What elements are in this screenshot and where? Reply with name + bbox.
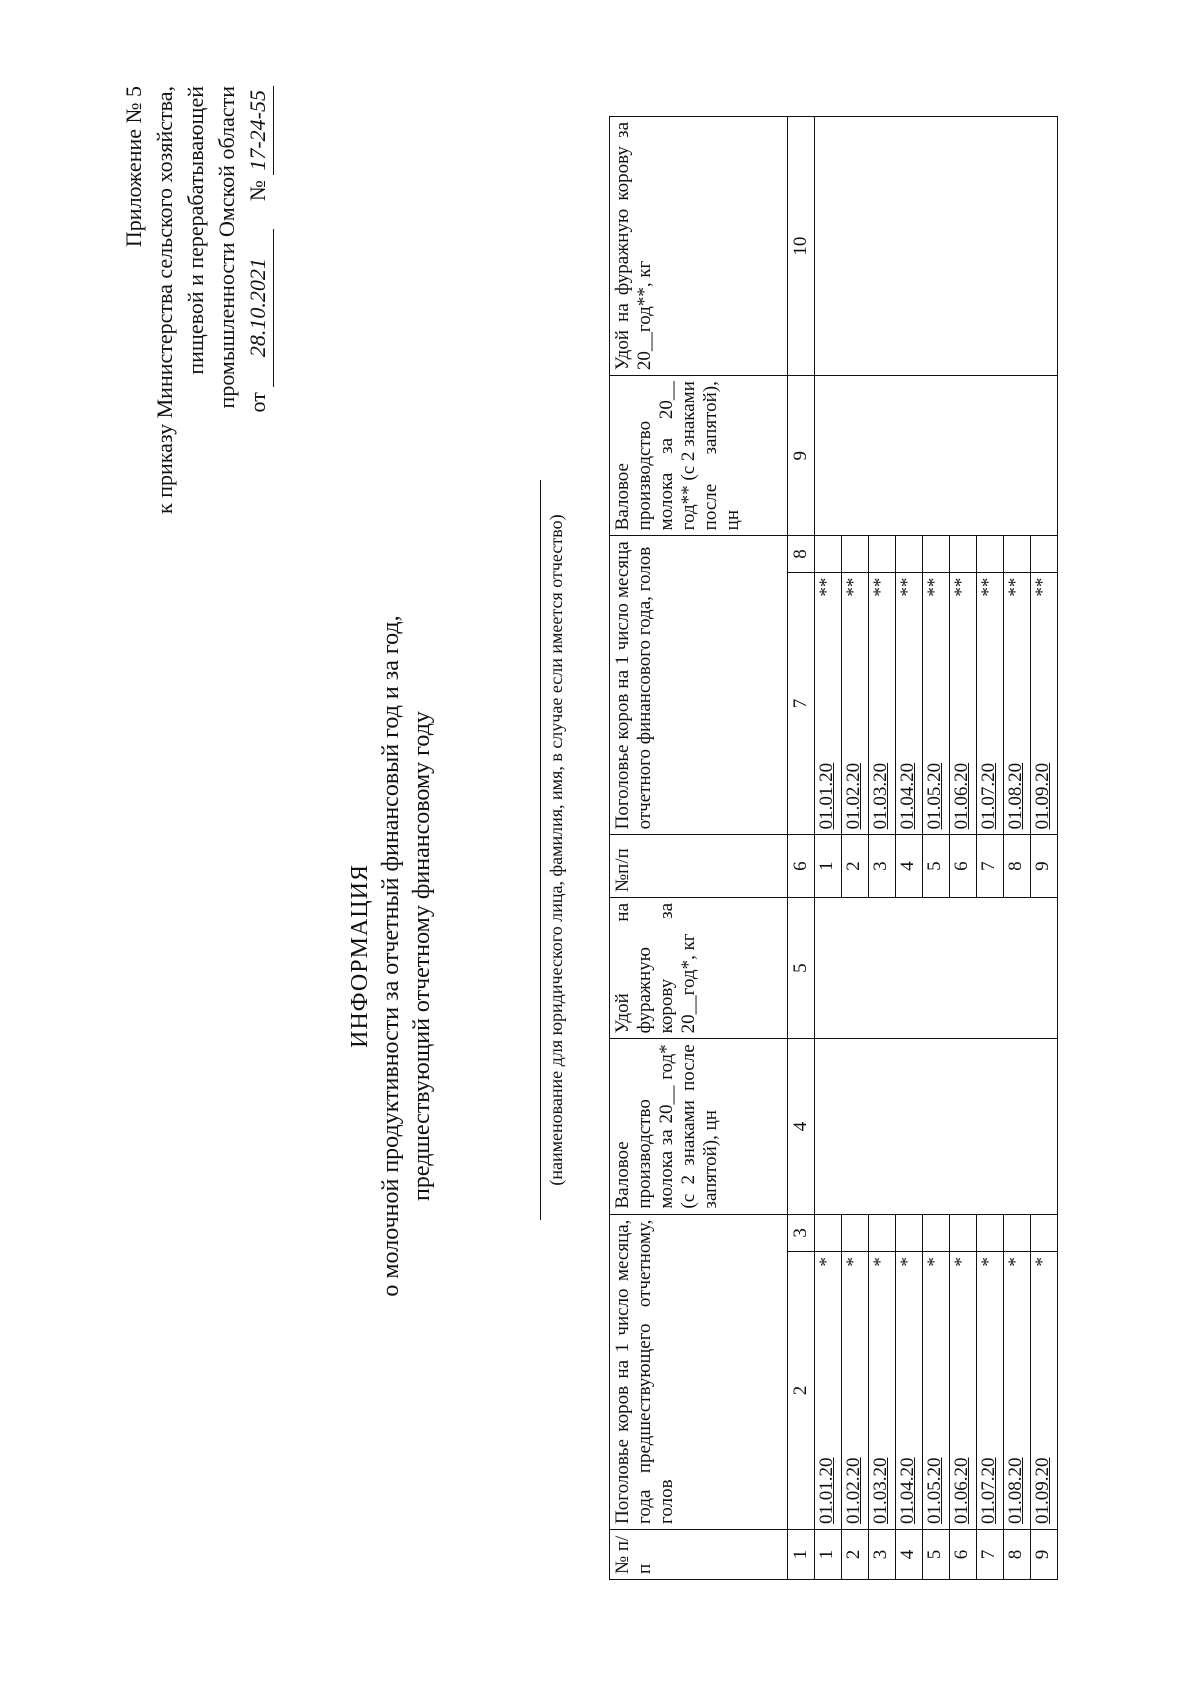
cur-year-date-cell: [815, 572, 842, 835]
prev-herd-value: [869, 1214, 896, 1252]
cur-year-date: 01.07.20: [978, 762, 999, 830]
col-number-2: 2: [788, 1252, 815, 1530]
cur-herd-value: [896, 536, 923, 572]
row-number-2: 3: [869, 835, 896, 898]
row-number: 3: [869, 1529, 896, 1579]
row-number: 8: [1004, 1529, 1031, 1579]
cur-year-mark: **: [951, 577, 972, 597]
col-number-10: 10: [788, 117, 815, 376]
prev-year-date-cell: [896, 1252, 923, 1530]
prev-year-date-cell: [950, 1252, 977, 1530]
col-number-7: 7: [788, 572, 815, 835]
header-cur-herd: Поголовье коров на 1 число месяца отчетного финансового года, голов: [610, 536, 788, 835]
prev-year-date: 01.04.20: [897, 1457, 918, 1524]
cur-year-mark: **: [1032, 577, 1053, 597]
prev-year-date-cell: [815, 1252, 842, 1530]
cur-year-date: 01.01.20: [816, 762, 837, 830]
cur-year-date: 01.05.20: [924, 762, 945, 830]
prev-year-date-cell: [977, 1252, 1004, 1530]
prev-year-mark: *: [816, 1257, 837, 1267]
prev-year-mark: *: [924, 1257, 945, 1267]
prev-year-mark: *: [978, 1257, 999, 1267]
prev-herd-value: [977, 1214, 1004, 1252]
header-cur-yield: Удой на фуражную корову за 20__год**, кг: [610, 117, 788, 376]
row-number-2: 7: [977, 835, 1004, 898]
col-number-9: 9: [788, 376, 815, 536]
cur-year-date-cell: [1031, 572, 1058, 835]
prev-year-date: 01.03.20: [870, 1457, 891, 1524]
cur-year-mark: **: [870, 577, 891, 597]
cur-herd-value: [1031, 536, 1058, 572]
header-cur-milk: Валовое производство молока за 20__ год** (с 2 знаками после запятой), цн: [610, 376, 788, 536]
prev-year-date-cell: [842, 1252, 869, 1530]
col-number-5: 5: [788, 897, 815, 1038]
row-number: 2: [842, 1529, 869, 1579]
appendix-header: [118, 86, 274, 606]
table-row: [815, 117, 842, 1580]
cur-year-mark: **: [924, 577, 945, 597]
cur-year-date-cell: [1004, 572, 1031, 835]
row-number: 1: [815, 1529, 842, 1579]
productivity-table: [609, 116, 1058, 1580]
cur-year-date-cell: [923, 572, 950, 835]
title-line-3: предшествующий отчетному финансовому году: [409, 711, 435, 1201]
prev-herd-value: [950, 1214, 977, 1252]
title-main: ИНФОРМАЦИЯ: [347, 864, 373, 1048]
cur-year-date-cell: [950, 572, 977, 835]
organization-name-caption: (наименование для юридического лица, фамилия, имя, в случае если имеется отчество): [546, 514, 566, 1186]
cur-herd-value: [1004, 536, 1031, 572]
col-number-8: 8: [788, 536, 815, 572]
cur-year-mark: **: [1005, 577, 1026, 597]
cur-yield-value: [815, 117, 1058, 376]
prev-year-mark: *: [897, 1257, 918, 1267]
row-number: 6: [950, 1529, 977, 1579]
cur-year-date: 01.02.20: [843, 762, 864, 830]
prev-herd-value: [1004, 1214, 1031, 1252]
header-no-2: №п/п: [610, 835, 788, 898]
prev-year-date: 01.09.20: [1032, 1457, 1053, 1524]
order-number: 17-24-55: [242, 86, 274, 175]
cur-year-date: 01.09.20: [1032, 762, 1053, 830]
row-number-2: 8: [1004, 835, 1031, 898]
cur-year-date-cell: [977, 572, 1004, 835]
prev-year-date-cell: [1031, 1252, 1058, 1530]
cur-herd-value: [869, 536, 896, 572]
order-date: 28.10.2021: [242, 229, 274, 387]
cur-year-mark: **: [816, 577, 837, 597]
header-row: [610, 117, 788, 1580]
prev-year-date: 01.02.20: [843, 1457, 864, 1524]
cur-herd-value: [815, 536, 842, 572]
cur-herd-value: [923, 536, 950, 572]
prev-herd-value: [815, 1214, 842, 1252]
prev-herd-value: [1031, 1214, 1058, 1252]
row-number-2: 5: [923, 835, 950, 898]
prev-yield-value: [815, 897, 1058, 1038]
appendix-title: Приложение № 5: [121, 86, 146, 248]
cur-year-mark: **: [843, 577, 864, 597]
cur-year-date-cell: [896, 572, 923, 835]
cur-year-date: 01.03.20: [870, 762, 891, 830]
from-label: от: [245, 392, 270, 413]
title-line-2: о молочной продуктивности за отчетный финансовый год и за год,: [378, 615, 404, 1297]
prev-year-date-cell: [869, 1252, 896, 1530]
cur-herd-value: [842, 536, 869, 572]
row-number-2: 6: [950, 835, 977, 898]
document-title: [345, 516, 438, 1396]
appendix-ministry-line: пищевой и перерабатывающей: [183, 86, 208, 375]
cur-year-date: 01.06.20: [951, 762, 972, 830]
organization-name-line: [540, 480, 541, 1220]
col-number-6: 6: [788, 835, 815, 898]
prev-year-mark: *: [870, 1257, 891, 1267]
header-prev-yield: Удой на фуражную корову за 20__год*, кг: [610, 897, 788, 1038]
prev-herd-value: [923, 1214, 950, 1252]
prev-year-mark: *: [951, 1257, 972, 1267]
number-label: №: [245, 180, 270, 202]
appendix-order-line: к приказу Министерства сельского хозяйства,: [152, 86, 177, 514]
col-number-1: 1: [788, 1529, 815, 1579]
prev-year-date-cell: [1004, 1252, 1031, 1530]
row-number: 9: [1031, 1529, 1058, 1579]
header-prev-herd: Поголовье коров на 1 число месяца, года предшествующего отчетному, голов: [610, 1214, 788, 1529]
row-number-2: 2: [842, 835, 869, 898]
row-number: 7: [977, 1529, 1004, 1579]
prev-year-mark: *: [843, 1257, 864, 1267]
cur-herd-value: [977, 536, 1004, 572]
prev-year-date: 01.01.20: [816, 1457, 837, 1524]
row-number: 5: [923, 1529, 950, 1579]
header-prev-milk: Валовое производство молока за 20__ год* (с 2 знаками после запятой), цн: [610, 1039, 788, 1214]
row-number-2: 9: [1031, 835, 1058, 898]
prev-year-date: 01.08.20: [1005, 1457, 1026, 1524]
row-number: 4: [896, 1529, 923, 1579]
cur-herd-value: [950, 536, 977, 572]
prev-herd-value: [842, 1214, 869, 1252]
prev-herd-value: [896, 1214, 923, 1252]
column-number-row: [788, 117, 815, 1580]
prev-year-mark: *: [1032, 1257, 1053, 1267]
prev-milk-value: [815, 1039, 1058, 1214]
prev-year-date: 01.06.20: [951, 1457, 972, 1524]
cur-year-date: 01.08.20: [1005, 762, 1026, 830]
cur-year-date-cell: [869, 572, 896, 835]
row-number-2: 4: [896, 835, 923, 898]
prev-year-date: 01.07.20: [978, 1457, 999, 1524]
cur-year-date-cell: [842, 572, 869, 835]
cur-year-mark: **: [897, 577, 918, 597]
cur-year-mark: **: [978, 577, 999, 597]
prev-year-date-cell: [923, 1252, 950, 1530]
cur-year-date: 01.04.20: [897, 762, 918, 830]
row-number-2: 1: [815, 835, 842, 898]
cur-milk-value: [815, 376, 1058, 536]
appendix-date-number-line: [242, 86, 274, 606]
appendix-region-line: промышленности Омской области: [214, 86, 239, 409]
col-number-3: 3: [788, 1214, 815, 1252]
prev-year-mark: *: [1005, 1257, 1026, 1267]
header-no: № п/п: [610, 1529, 788, 1579]
prev-year-date: 01.05.20: [924, 1457, 945, 1524]
col-number-4: 4: [788, 1039, 815, 1214]
